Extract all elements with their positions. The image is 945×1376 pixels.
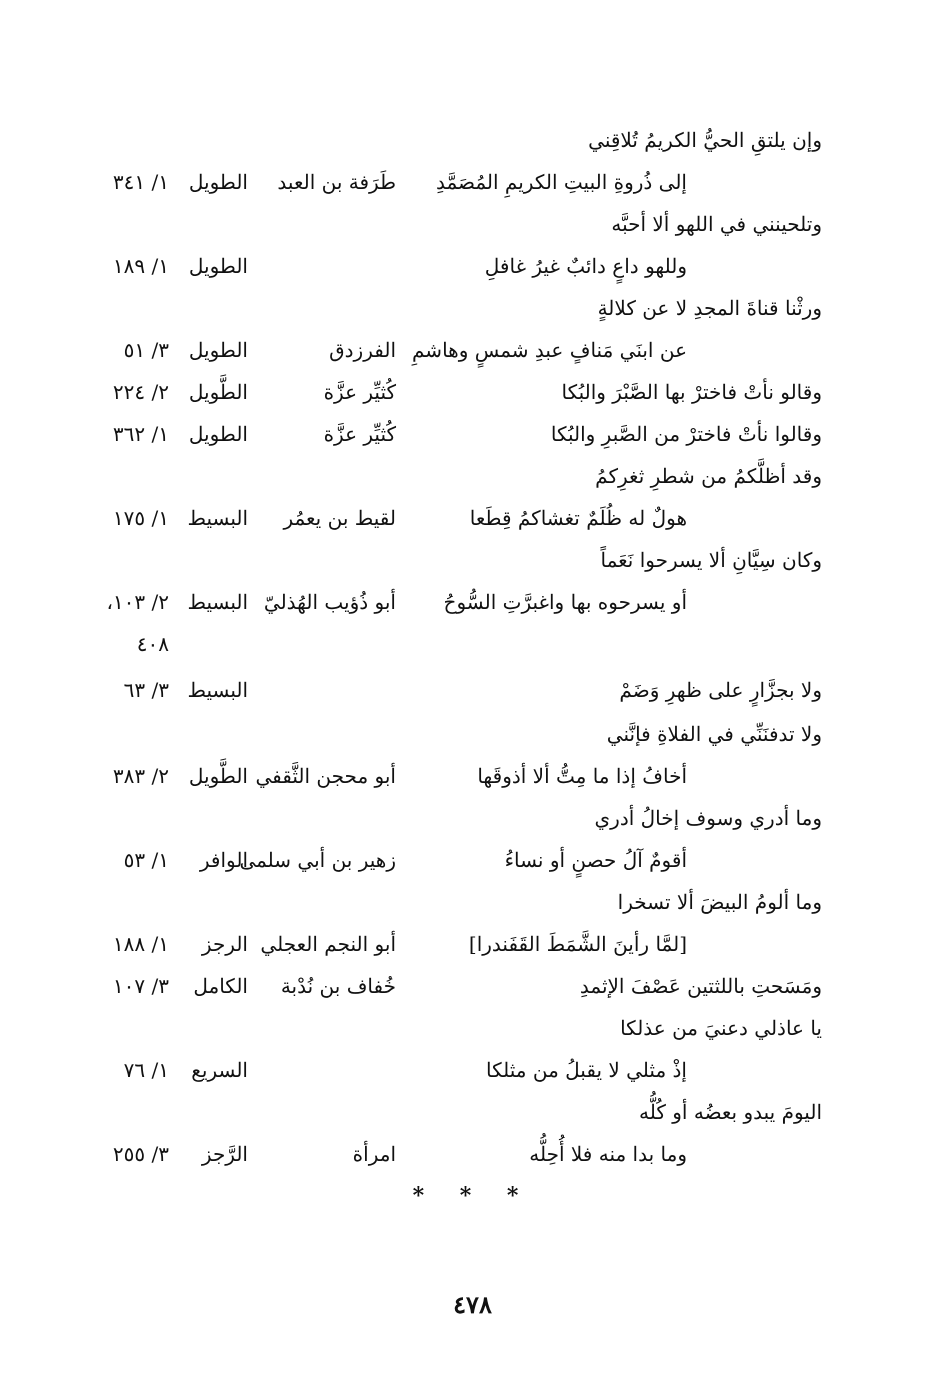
verse-second-hemistich: وما بدا منه فلا أُحِلُّه <box>529 1142 687 1166</box>
reference: ١/ ٣٦٢ <box>112 422 169 446</box>
verse-second-hemistich: إلى ذُروةِ البيتِ الكريمِ المُصَمَّدِ <box>435 170 687 194</box>
verse-first-hemistich: وما أدري وسوف إخالُ أدري <box>594 806 822 830</box>
verse-first-hemistich: ومَسَحتِ باللثتين عَصْفَ الإثمدِ <box>579 974 822 998</box>
poet-name: أبو محجن الثَّقفي <box>255 764 396 788</box>
verse-second-hemistich: هولٌ له ظُلَمٌ تغشاكمُ قِطَعا <box>469 506 687 530</box>
verse-second-hemistich: أخافُ إذا ما مِتُّ ألا أذوقَها <box>477 764 687 788</box>
verse-first-hemistich: ولا تدفنَنِّي في الفلاةِ فإنَّني <box>606 722 822 746</box>
meter-name: البسيط <box>187 590 248 614</box>
section-separator: * * * <box>412 1183 533 1209</box>
verse-first-hemistich: ورثْنا قناةَ المجدِ لا عن كلالةٍ <box>597 296 822 320</box>
poet-name: طَرَفة بن العبد <box>277 170 396 194</box>
meter-name: البسيط <box>187 506 248 530</box>
meter-name: الطويل <box>188 422 248 446</box>
reference: ١/ ١٨٩ <box>112 254 169 278</box>
meter-name: الطَّويل <box>188 764 248 788</box>
poet-name <box>236 1050 396 1090</box>
verse-first-hemistich: وقالو نأتْ فاخترْ بها الصَّبْرَ والبُكا <box>561 380 822 404</box>
verse-first-hemistich: اليومَ يبدو بعضُه أو كُلُّه <box>639 1100 822 1124</box>
verse-second-hemistich: عن ابنَي مَنافٍ عبدِ شمسٍ وهاشمِ <box>412 338 687 362</box>
verse-second-hemistich: وللهو داعٍ دائبٌ غيرُ غافلِ <box>484 254 687 278</box>
meter-name: الكامل <box>193 974 248 998</box>
reference: ١/ ١٨٨ <box>112 932 169 956</box>
reference: ٢/ ٢٢٤ <box>112 380 169 404</box>
verse-first-hemistich: وكان سِيَّانِ ألا يسرحوا نَعَماً <box>600 548 822 572</box>
reference: ٣/ ٥١ <box>123 338 169 362</box>
verse-second-hemistich: أقومٌ آلُ حصنٍ أو نساءُ <box>504 848 687 872</box>
poet-name: خُفاف بن نُدْبة <box>280 974 396 998</box>
reference: ٣/ ٦٣ <box>123 678 169 702</box>
meter-name: الطويل <box>188 254 248 278</box>
poet-name: أبو ذُؤيب الهُذليّ <box>263 590 396 614</box>
page-number: ٤٧٨ <box>453 1290 492 1319</box>
meter-name: الرجز <box>201 932 248 956</box>
verse-first-hemistich: وإن يلتقِ الحيُّ الكريمُ تُلاقِني <box>588 128 822 152</box>
reference: ١/ ٧٦ <box>123 1058 169 1082</box>
verse-second-hemistich: إذْ مثلي لا يقبلُ من مثلكا <box>485 1058 687 1082</box>
verse-second-hemistich: [لمَّا رأينَ الشَّمَطَ القَفَندرا] <box>468 932 687 956</box>
meter-name: الطَّويل <box>188 380 248 404</box>
meter-name: السريع <box>191 1058 248 1082</box>
reference: ٢/ ١٠٣، <box>106 590 169 614</box>
reference: ٣/ ١٠٧ <box>112 974 169 998</box>
poet-name: الفرزدق <box>329 338 396 362</box>
meter-name: الطويل <box>188 338 248 362</box>
poet-name: أبو النجم العجلي <box>260 932 396 956</box>
meter-name: الطويل <box>188 170 248 194</box>
reference: ١/ ١٧٥ <box>112 506 169 530</box>
verse-first-hemistich: وقد أظلَّكمُ من شطرِ ثغرِكمُ <box>595 464 822 488</box>
verse-first-hemistich: ولا بجزَّارٍ على ظهرِ وَضَمْ <box>619 678 822 702</box>
reference-continuation: ٤٠٨ <box>136 632 169 656</box>
meter-name: الرَّجز <box>201 1142 248 1166</box>
reference: ٢/ ٣٨٣ <box>112 764 169 788</box>
verse-first-hemistich: وقالوا نأتْ فاخترْ من الصَّبرِ والبُكا <box>550 422 822 446</box>
verse-first-hemistich: وما ألومُ البيضَ ألا تسخرا <box>617 890 822 914</box>
reference: ٣/ ٢٥٥ <box>112 1142 169 1166</box>
meter-name: الوافر <box>199 848 248 872</box>
verse-first-hemistich: يا عاذلي دعنيَ من عذلكا <box>620 1016 822 1040</box>
poet-name <box>236 246 396 286</box>
verse-second-hemistich: أو يسرحوه بها واغبرَّتِ السُّوحُ <box>443 590 687 614</box>
poet-name: لقيط بن يعمُر <box>283 506 396 530</box>
poet-name: امرأة <box>352 1142 396 1166</box>
poet-name: كُثيِّر عزَّة <box>323 422 396 446</box>
verse-first-hemistich: وتلحينني في اللهو ألا أحبَّه <box>611 212 822 236</box>
reference: ١/ ٣٤١ <box>112 170 169 194</box>
poet-name: كُثيِّر عزَّة <box>323 380 396 404</box>
meter-name: البسيط <box>187 678 248 702</box>
reference: ١/ ٥٣ <box>123 848 169 872</box>
poet-name: زهير بن أبي سلمى <box>239 848 396 872</box>
